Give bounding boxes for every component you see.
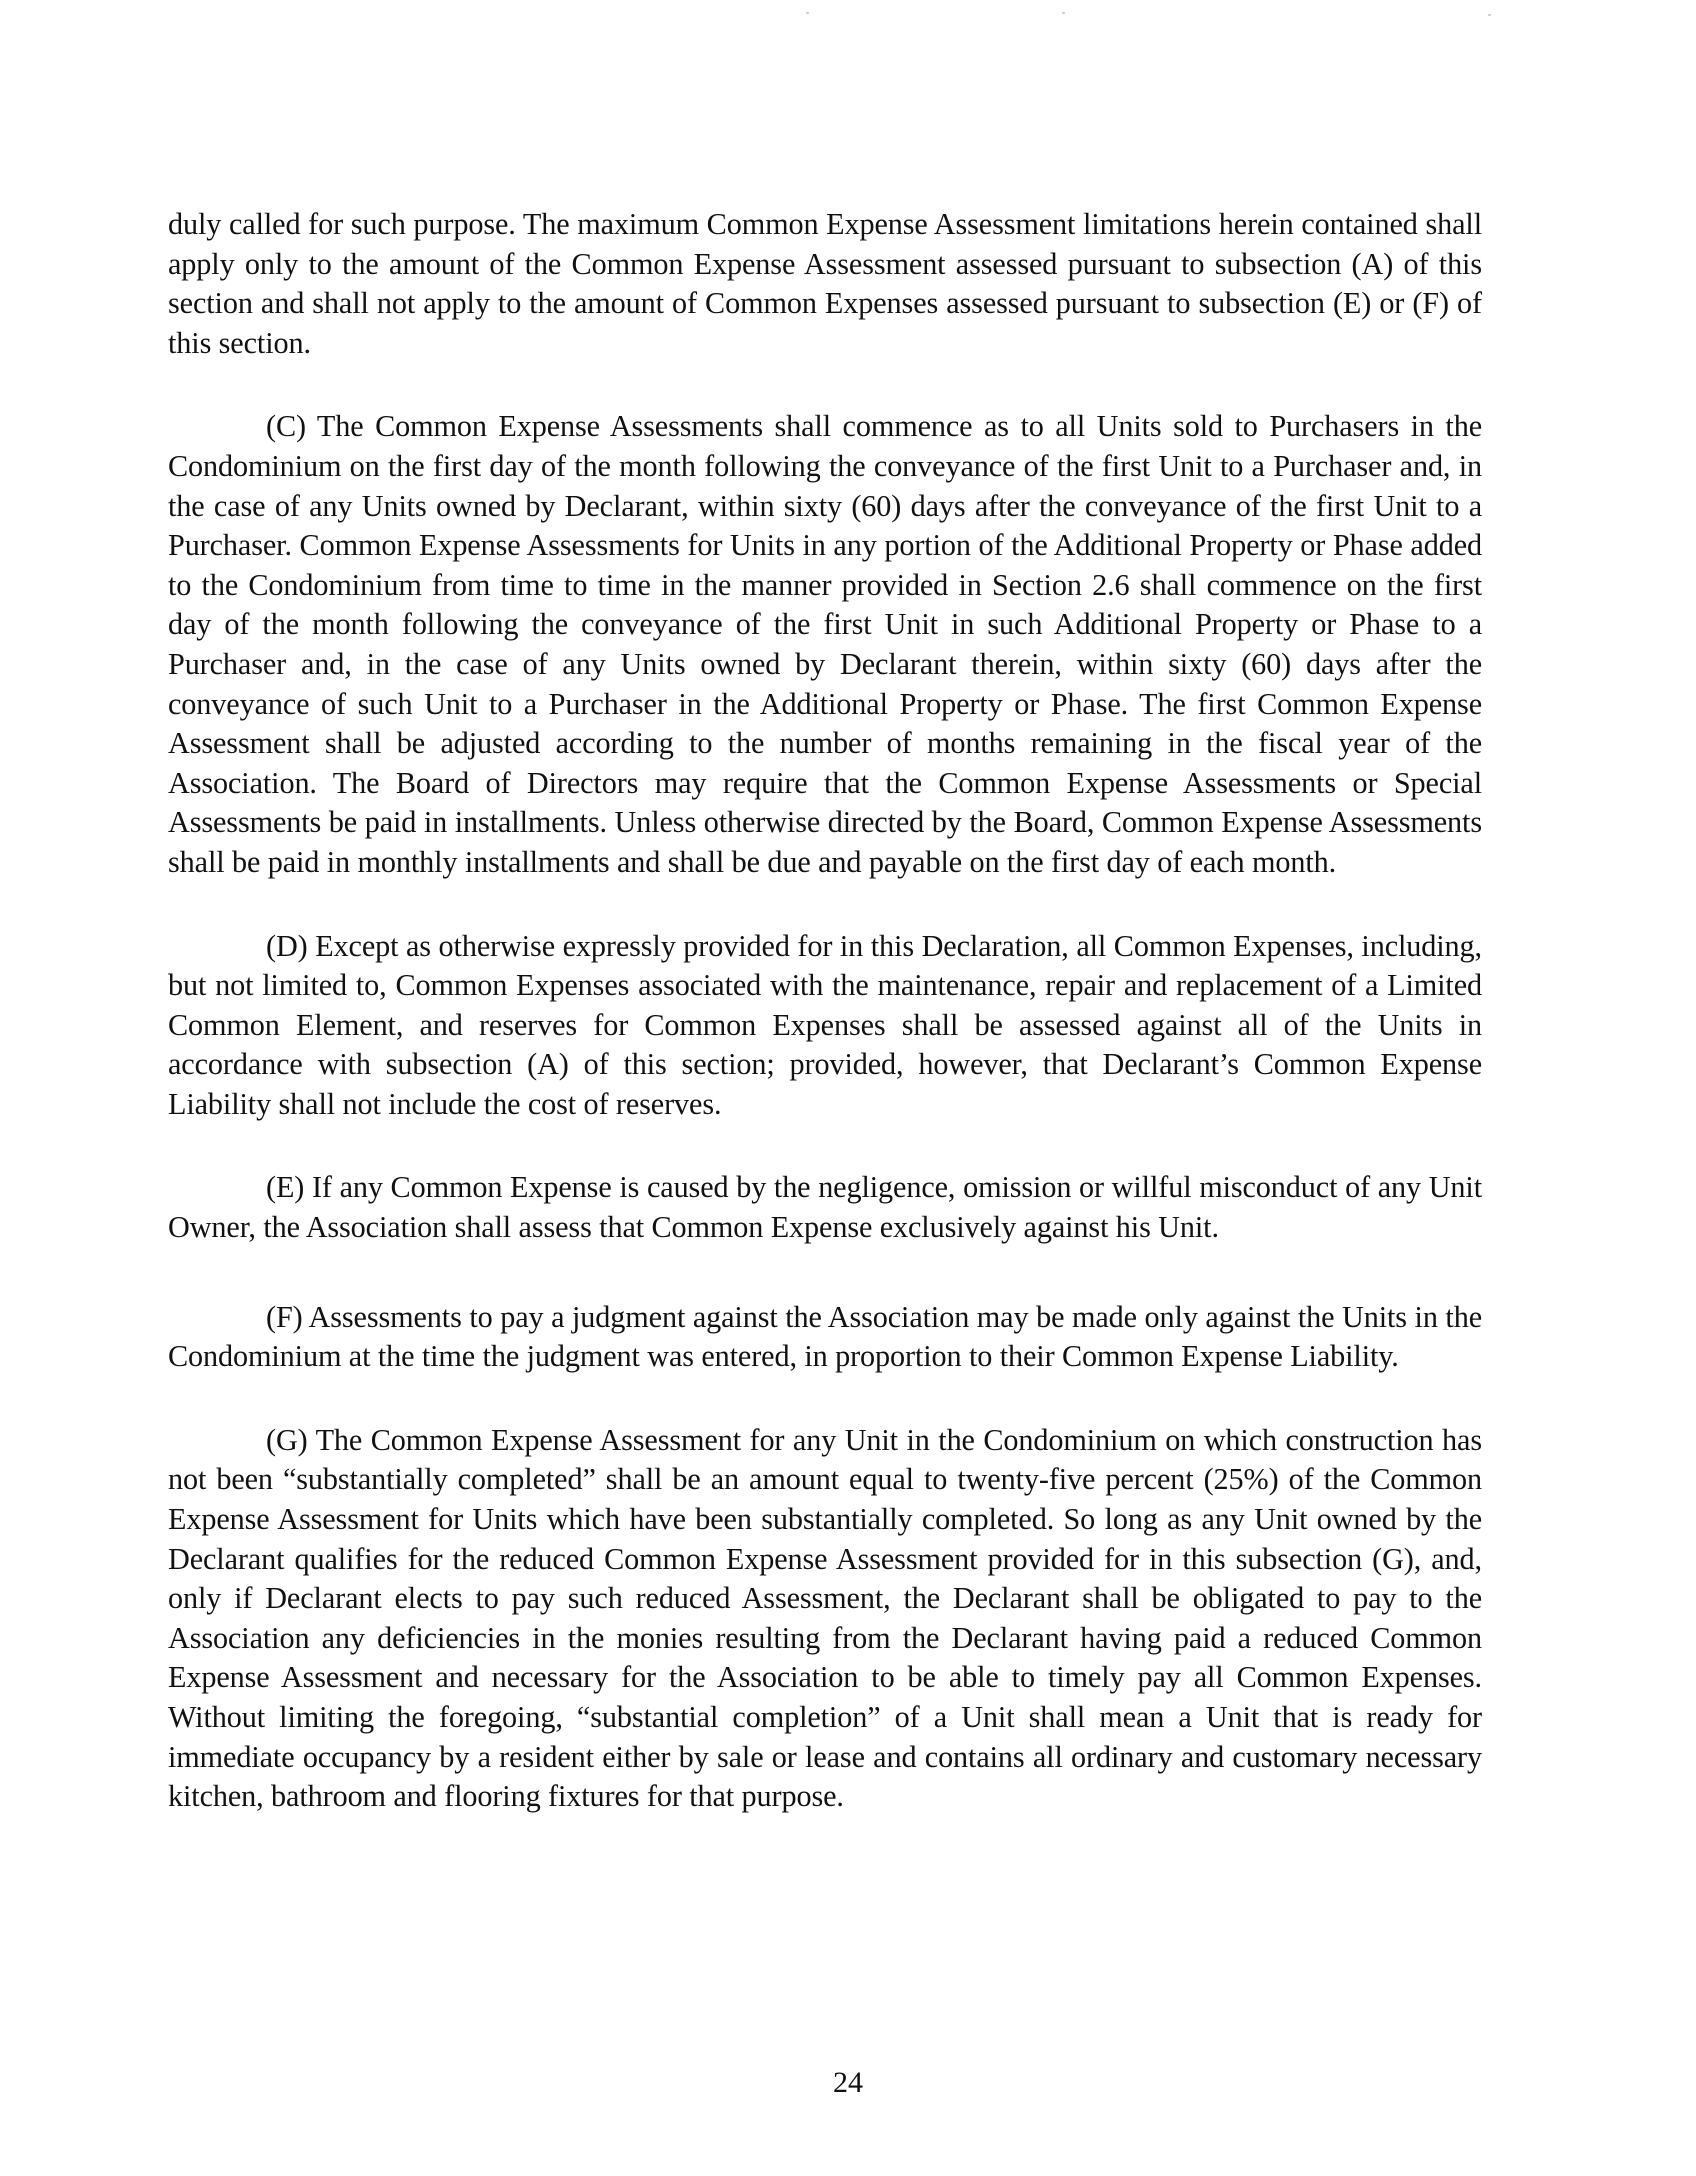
document-page: [168, 205, 1482, 1817]
paragraph-g: (G) The Common Expense Assessment for any Unit in the Condominium on which construction has not been “substantially completed” shall be an amount equal to twenty-five percent (25%) of the Common Expense Assessment for Units which have been substantially completed. So long as any Unit owned by the Declarant qualifies for the reduced Common Expense Assessment provided for in this subsection (G), and, only if Declarant elects to pay such reduced Assessment, the Declarant shall be obligated to pay to the Association any deficiencies in the monies resulting from the Declarant having paid a reduced Common Expense Assessment and necessary for the Association to be able to timely pay all Common Expenses. Without limiting the foregoing, “substantial completion” of a Unit shall mean a Unit that is ready for immediate occupancy by a resident either by sale or lease and contains all ordinary and customary necessary kitchen, bathroom and flooring fixtures for that purpose.: [168, 1422, 1482, 1814]
paragraph-c: (C) The Common Expense Assessments shall commence as to all Units sold to Purchasers in the Condominium on the first day of the month following the conveyance of the first Unit to a Purchaser and, in the case of any Units owned by Declarant, within sixty (60) days after the conveyance of the first Unit to a Purchaser. Common Expense Assessments for Units in any portion of the Additional Property or Phase added to the Condominium from time to time in the manner provided in Section 2.6 shall commence on the first day of the month following the conveyance of the first Unit in such Additional Property or Phase to a Purchaser and, in the case of any Units owned by Declarant therein, within sixty (60) days after the conveyance of such Unit to a Purchaser in the Additional Property or Phase. The first Common Expense Assessment shall be adjusted according to the number of months remaining in the fiscal year of the Association. The Board of Directors may require that the Common Expense Assessments or Special Assessments be paid in installments. Unless otherwise directed by the Board, Common Expense Assessments shall be paid in monthly installments and shall be due and payable on the first day of each month.: [168, 409, 1482, 879]
paragraph-continuation: duly called for such purpose. The maximum Common Expense Assessment limitations herein contained shall apply only to the amount of the Common Expense Assessment assessed pursuant to subsection (A) of this section and shall not apply to the amount of Common Expenses assessed pursuant to subsection (E) or (F) of this section.: [168, 207, 1482, 360]
scan-speck: [1488, 14, 1491, 16]
scan-speck: [806, 12, 809, 14]
paragraph-f: (F) Assessments to pay a judgment against the Association may be made only against the Units in the Condominium at the time the judgment was entered, in proportion to their Common Expense Liability.: [168, 1299, 1482, 1374]
paragraph-e: (E) If any Common Expense is caused by the negligence, omission or willful misconduct of any Unit Owner, the Association shall assess that Common Expense exclusively against his Unit.: [168, 1170, 1482, 1245]
page-number: 24: [833, 2066, 863, 2099]
paragraph-d: (D) Except as otherwise expressly provided for in this Declaration, all Common Expenses, including, but not limited to, Common Expenses associated with the maintenance, repair and replacement of a Limited Common Element, and reserves for Common Expenses shall be assessed against all of the Units in accordance with subsection (A) of this section; provided, however, that Declarant’s Common Expense Liability shall not include the cost of reserves.: [168, 928, 1482, 1121]
scan-speck: [1062, 12, 1065, 14]
